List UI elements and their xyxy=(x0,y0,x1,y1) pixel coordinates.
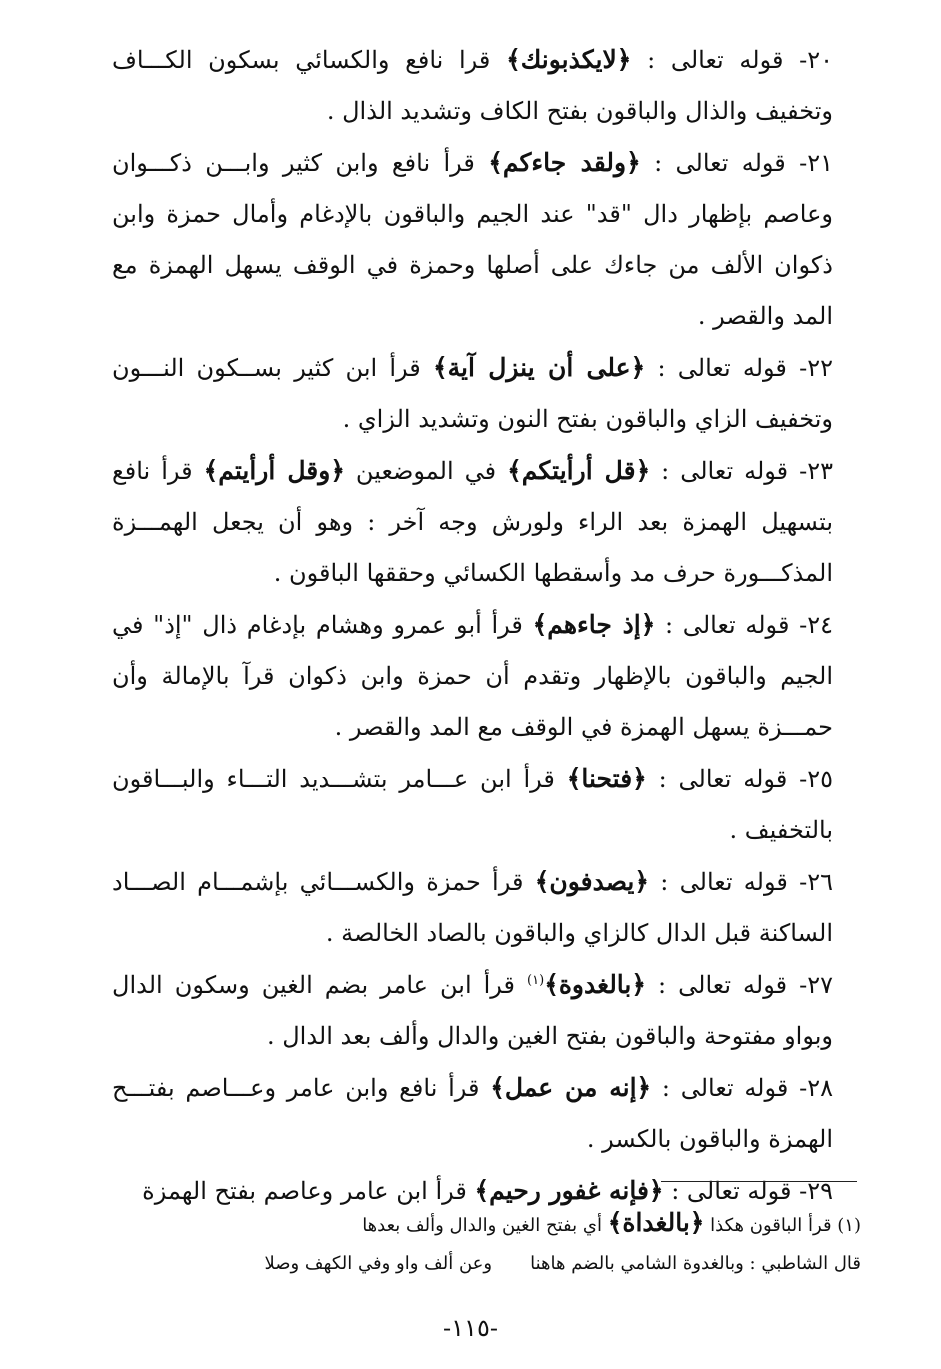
entry-text: قرأ نافع وابن عامر وعـــاصم بفتـــح الهمزة والباقون بالكسر . xyxy=(112,1074,833,1153)
entry-text: قرأ ابن عـــامر بتشـــديد التـــاء والبـــاقون بالتخفيف . xyxy=(112,765,833,844)
quran-quote: ﴿فإنه غفور رحيم﴾ xyxy=(474,1176,664,1205)
entry-lead: ٢٧- قوله تعالى : xyxy=(646,971,834,999)
entries-list xyxy=(112,34,833,1217)
entry-lead: ٢٦- قوله تعالى : xyxy=(649,868,833,896)
quran-quote: ﴿لايكذبونك﴾ xyxy=(506,45,632,74)
entry-lead: ٢٥- قوله تعالى : xyxy=(646,765,834,793)
quran-quote: ﴿بالغدوة﴾ xyxy=(544,970,647,999)
entry-text: قرأ حمزة والكســـائي بإشمـــام الصـــاد الساكنة قبل الدال كالزاي والباقون بالصاد الخالصة . xyxy=(112,868,833,947)
footnote-divider xyxy=(661,1181,857,1182)
entry-text: قرأ ابن عامر بضم الغين وسكون الدال وبواو مفتوحة والباقون بفتح الغين والدال وألف بعد الدال . xyxy=(112,971,833,1050)
footnote-1-verse xyxy=(101,1245,861,1283)
footnote-text-end: أي بفتح الغين والدال وألف بعدها xyxy=(362,1215,608,1236)
quran-quote: ﴿فتحنا﴾ xyxy=(566,764,647,793)
entry-lead: ٢٨- قوله تعالى : xyxy=(651,1074,833,1102)
entry-22 xyxy=(112,342,833,445)
entry-text: قرأ ابن عامر وعاصم بفتح الهمزة xyxy=(142,1177,475,1205)
quran-quote: ﴿ولقد جاءكم﴾ xyxy=(488,148,641,177)
entry-24 xyxy=(112,599,833,753)
entry-20 xyxy=(112,34,833,137)
entry-lead: ٢٤- قوله تعالى : xyxy=(655,611,834,639)
entry-21 xyxy=(112,137,833,342)
entry-26 xyxy=(112,856,833,959)
entry-text: قرأ نافع بتسهيل الهمزة بعد الراء ولورش وجه آخر : وهو أن يجعل الهمـــزة المذكـــورة حرف مد وأسقطها الكسائي وحققها الباقون . xyxy=(112,457,833,587)
entry-text-mid: في الموضعين xyxy=(344,457,508,485)
quran-quote: ﴿إذ جاءهم﴾ xyxy=(532,610,656,639)
footnote-quran-quote: ﴿بالغداة﴾ xyxy=(607,1208,705,1237)
footnote-reference[interactable]: (١) xyxy=(527,973,545,988)
entry-text: قرأ أبو عمرو وهشام بإدغام ذال "إذ" في الجيم والباقون بالإظهار وتقدم أن حمزة وابن ذكوان قرآ بالإمالة وأن حمـــزة يسهل الهمزة في الوقف مع المد والقصر . xyxy=(112,611,833,741)
entry-27 xyxy=(112,959,833,1062)
entry-text: قرأ نافع وابن كثير وابـــن ذكـــوان وعاصم بإظهار دال "قد" عند الجيم والباقون بالإدغام وأمال حمزة وابن ذكوان الألف من جاءك على أصلها وحمزة في الوقف يسهل الهمزة مع المد والقصر . xyxy=(112,149,833,330)
entry-25 xyxy=(112,753,833,856)
quran-quote: ﴿يصدفون﴾ xyxy=(534,867,649,896)
entry-lead: ٢٢- قوله تعالى : xyxy=(645,354,834,382)
footnotes xyxy=(101,1204,861,1283)
quran-quote: ﴿قل أرأيتكم﴾ xyxy=(507,456,651,485)
entry-lead: ٢٣- قوله تعالى : xyxy=(650,457,834,485)
entry-23 xyxy=(112,445,833,599)
entry-28 xyxy=(112,1062,833,1165)
page-number: -١١٥- xyxy=(443,1314,498,1342)
entry-text: قرأ ابن كثير بســكون النـــون وتخفيف الزاي والباقون بفتح النون وتشديد الزاي . xyxy=(112,354,833,433)
quran-quote-second: ﴿وقل أرأيتم﴾ xyxy=(203,456,345,485)
footnote-1 xyxy=(101,1204,861,1245)
verse-hemistich-first: قال الشاطبي : وبالغدوة الشامي بالضم هاهنا xyxy=(530,1253,861,1274)
entry-text: قرا نافع والكسائي بسكون الكـــاف وتخفيف والذال والباقون بفتح الكاف وتشديد الذال . xyxy=(112,46,833,125)
footnote-text: (١) قرأ الباقون هكذا xyxy=(704,1215,861,1236)
verse-hemistich-second: وعن ألف واو وفي الكهف وصلا xyxy=(264,1253,493,1274)
quran-quote: ﴿إنه من عمل﴾ xyxy=(490,1073,652,1102)
quran-quote: ﴿على أن ينزل آية﴾ xyxy=(432,353,646,382)
entry-lead: ٢١- قوله تعالى : xyxy=(640,149,834,177)
entry-lead: ٢٩- قوله تعالى : xyxy=(663,1177,833,1205)
entry-lead: ٢٠- قوله تعالى : xyxy=(631,46,833,74)
